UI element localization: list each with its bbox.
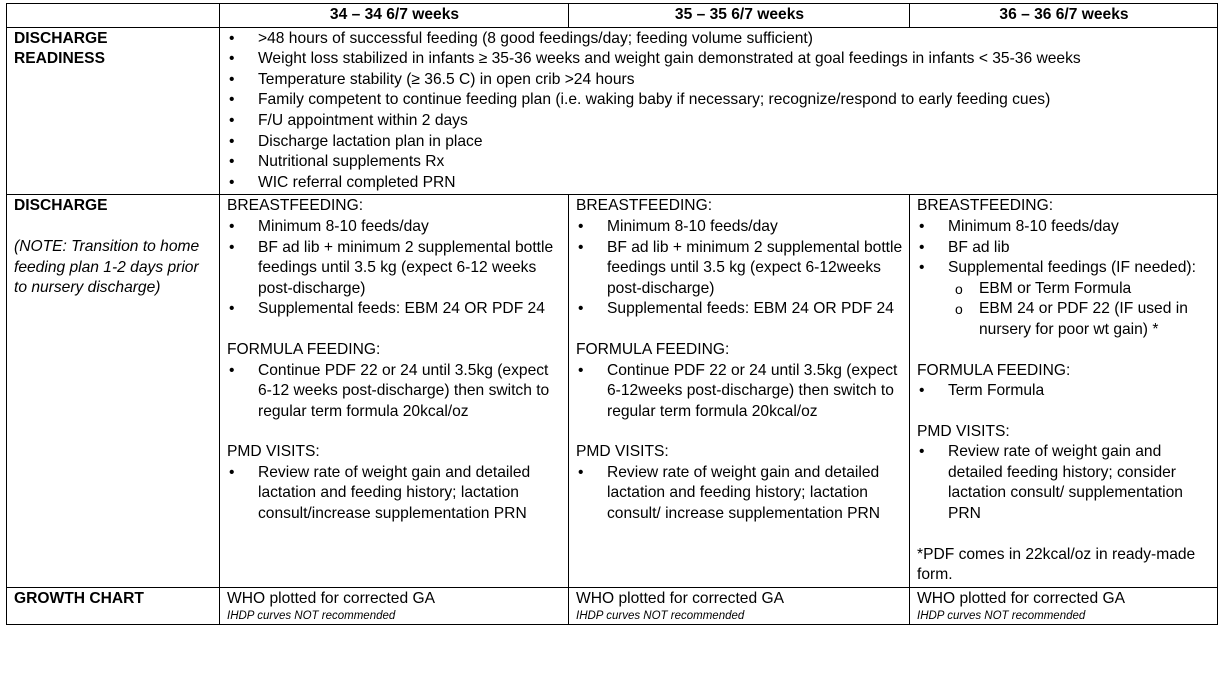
sub-list-item: o EBM 24 or PDF 22 (IF used in nursery for poor wt gain) * bbox=[917, 299, 1211, 340]
formula-feeding-heading: FORMULA FEEDING: bbox=[917, 361, 1071, 379]
pmd-visits-heading: PMD VISITS: bbox=[576, 443, 669, 461]
list-item: • WIC referral completed PRN bbox=[227, 173, 1211, 194]
discharge-35-weeks-cell bbox=[569, 195, 910, 588]
growth-chart-34-weeks bbox=[220, 587, 569, 625]
growth-chart-35-weeks bbox=[569, 587, 910, 625]
header-36-weeks: 36 – 36 6/7 weeks bbox=[910, 4, 1218, 28]
list-item: • Supplemental feedings (IF needed): bbox=[917, 258, 1211, 279]
list-item: • Continue PDF 22 or 24 until 3.5kg (expect 6-12 weeks post-discharge) then switch to regular term formula 20kcal/oz bbox=[227, 361, 562, 423]
discharge-readiness-criteria bbox=[220, 27, 1218, 195]
discharge-note: (NOTE: Transition to home feeding plan 1-2 days prior to nursery discharge) bbox=[14, 237, 200, 297]
breastfeeding-heading: BREASTFEEDING: bbox=[227, 197, 364, 215]
discharge-row bbox=[7, 195, 1218, 588]
breastfeeding-heading: BREASTFEEDING: bbox=[917, 197, 1054, 215]
list-item: • Discharge lactation plan in place bbox=[227, 132, 1211, 153]
header-empty-cell bbox=[7, 4, 220, 28]
list-item: • Weight loss stabilized in infants ≥ 35-36 weeks and weight gain demonstrated at goal feedings in infants < 35-36 weeks bbox=[227, 49, 1211, 70]
list-item: • Temperature stability (≥ 36.5 C) in open crib >24 hours bbox=[227, 70, 1211, 91]
discharge-readiness-row bbox=[7, 27, 1218, 195]
sub-list-item: o EBM or Term Formula bbox=[917, 279, 1211, 300]
growth-chart-sub: IHDP curves NOT recommended bbox=[576, 610, 745, 623]
list-item: • Review rate of weight gain and detailed feeding history; consider lactation consult/ supplementation PRN bbox=[917, 442, 1211, 524]
header-row bbox=[7, 4, 1218, 28]
discharge-label: DISCHARGE bbox=[14, 197, 108, 215]
header-35-weeks: 35 – 35 6/7 weeks bbox=[569, 4, 910, 28]
breastfeeding-heading: BREASTFEEDING: bbox=[576, 197, 713, 215]
readiness-list bbox=[227, 29, 1211, 194]
list-item: • Minimum 8-10 feeds/day bbox=[227, 217, 562, 238]
list-item: • Minimum 8-10 feeds/day bbox=[917, 217, 1211, 238]
list-item: • Review rate of weight gain and detailed lactation and feeding history; lactation consult/increase supplementation PRN bbox=[227, 463, 562, 525]
list-item: • Term Formula bbox=[917, 381, 1211, 402]
list-item: • F/U appointment within 2 days bbox=[227, 111, 1211, 132]
list-item: • Minimum 8-10 feeds/day bbox=[576, 217, 903, 238]
formula-feeding-heading: FORMULA FEEDING: bbox=[576, 340, 730, 358]
list-item: • Nutritional supplements Rx bbox=[227, 152, 1211, 173]
growth-chart-36-weeks bbox=[910, 587, 1218, 625]
pmd-visits-heading: PMD VISITS: bbox=[227, 443, 320, 461]
list-item: • BF ad lib bbox=[917, 238, 1211, 259]
list-item: • BF ad lib + minimum 2 supplemental bottle feedings until 3.5 kg (expect 6-12weeks post-discharge) bbox=[576, 238, 903, 300]
list-item: • Continue PDF 22 or 24 until 3.5kg (expect 6-12weeks post-discharge) then switch to regular term formula 20kcal/oz bbox=[576, 361, 903, 423]
growth-chart-row bbox=[7, 587, 1218, 625]
growth-chart-main: WHO plotted for corrected GA bbox=[917, 589, 1125, 607]
discharge-34-weeks-cell bbox=[220, 195, 569, 588]
formula-feeding-heading: FORMULA FEEDING: bbox=[227, 340, 381, 358]
growth-chart-main: WHO plotted for corrected GA bbox=[227, 589, 435, 607]
list-item: • Review rate of weight gain and detailed lactation and feeding history; lactation consult/ increase supplementation PRN bbox=[576, 463, 903, 525]
list-item: • BF ad lib + minimum 2 supplemental bottle feedings until 3.5 kg (expect 6-12 weeks post-discharge) bbox=[227, 238, 562, 300]
discharge-readiness-label: DISCHARGE READINESS bbox=[7, 27, 220, 195]
list-item: • Family competent to continue feeding plan (i.e. waking baby if necessary; recognize/respond to early feeding cues) bbox=[227, 90, 1211, 111]
growth-chart-sub: IHDP curves NOT recommended bbox=[917, 610, 1086, 623]
list-item: • >48 hours of successful feeding (8 good feedings/day; feeding volume sufficient) bbox=[227, 29, 1211, 50]
header-34-weeks: 34 – 34 6/7 weeks bbox=[220, 4, 569, 28]
growth-chart-sub: IHDP curves NOT recommended bbox=[227, 610, 396, 623]
list-item: • Supplemental feeds: EBM 24 OR PDF 24 bbox=[227, 299, 562, 320]
discharge-label-cell bbox=[7, 195, 220, 588]
discharge-36-weeks-cell bbox=[910, 195, 1218, 588]
growth-chart-label: GROWTH CHART bbox=[7, 587, 220, 625]
pmd-visits-heading: PMD VISITS: bbox=[917, 422, 1010, 440]
pdf-footnote: *PDF comes in 22kcal/oz in ready-made form. bbox=[917, 545, 1196, 584]
list-item: • Supplemental feeds: EBM 24 OR PDF 24 bbox=[576, 299, 903, 320]
growth-chart-main: WHO plotted for corrected GA bbox=[576, 589, 784, 607]
discharge-guidelines-table bbox=[6, 3, 1218, 625]
supplemental-sublist bbox=[917, 279, 1211, 341]
